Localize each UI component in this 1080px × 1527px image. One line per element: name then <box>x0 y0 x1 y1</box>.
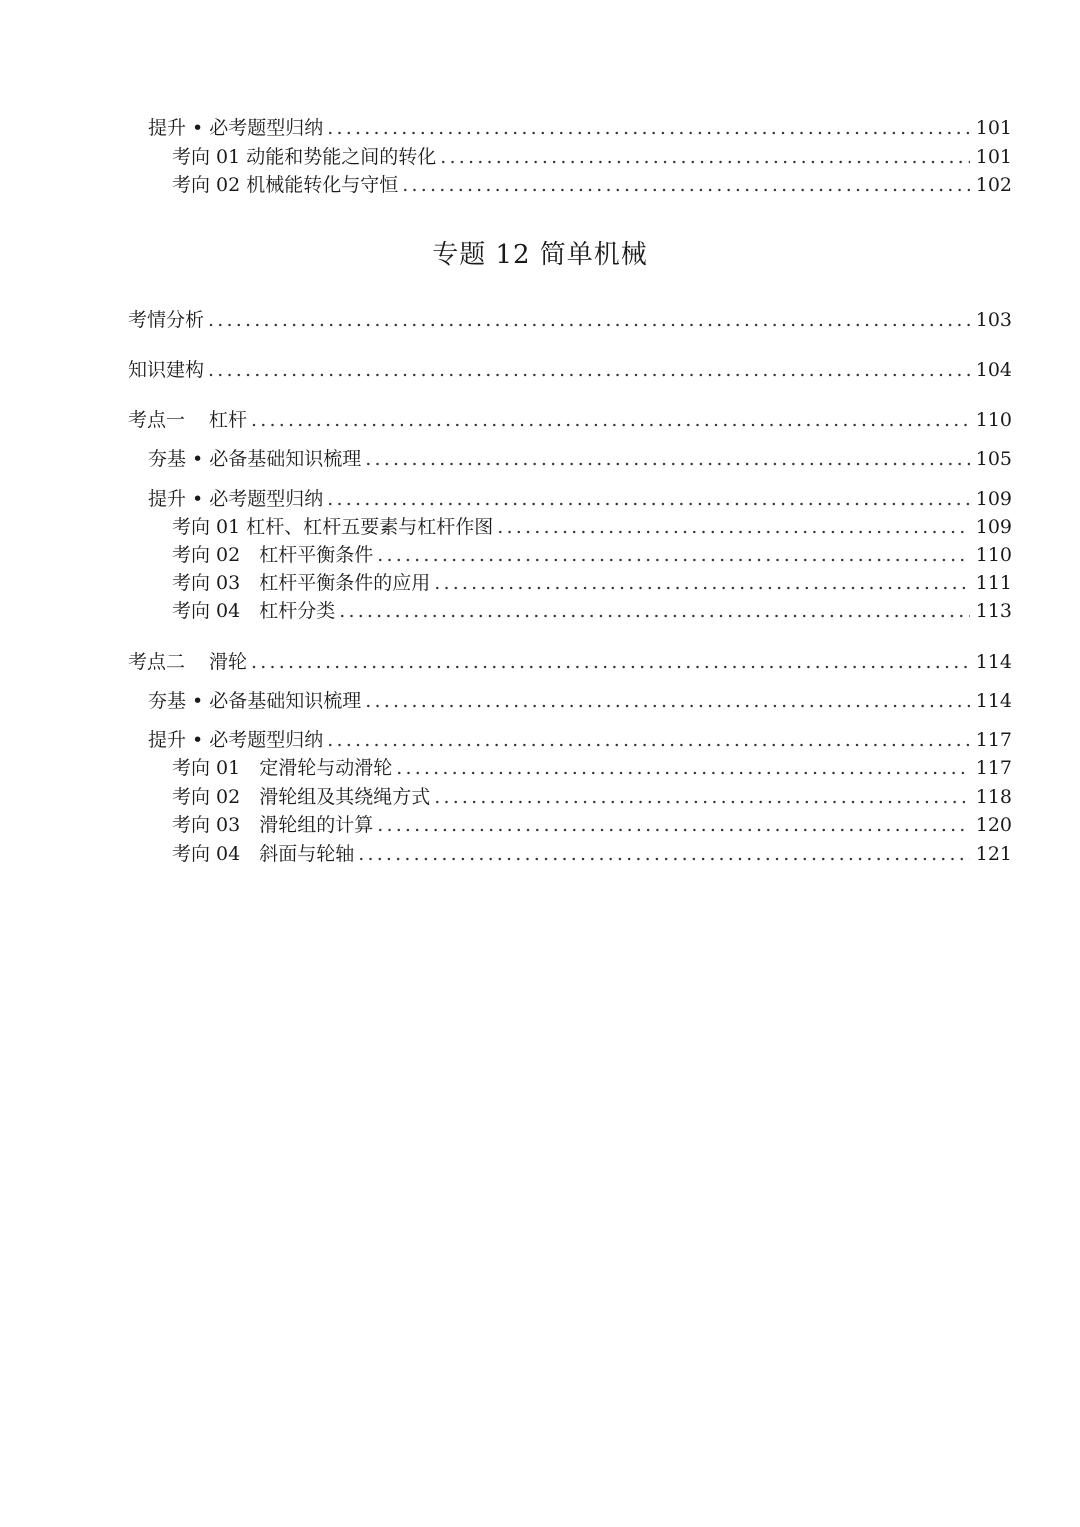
toc-dot-leader <box>434 570 970 596</box>
toc-entry[interactable] <box>128 357 1012 383</box>
toc-dot-leader <box>440 144 969 170</box>
toc-dot-leader <box>208 307 970 333</box>
toc-entry-label: 考向 01 动能和势能之间的转化 <box>172 146 437 168</box>
toc-entry-label: 考向 02 滑轮组及其绕绳方式 <box>172 786 431 808</box>
kaodian-name: 杠杆 <box>209 409 248 431</box>
toc-page-number: 110 <box>975 544 1012 566</box>
toc-dot-leader <box>339 598 970 624</box>
toc-entry-label: 考向 01 定滑轮与动滑轮 <box>172 757 393 779</box>
toc-dot-leader <box>327 486 969 512</box>
toc-page-number: 113 <box>975 600 1012 622</box>
toc-page-number: 120 <box>975 814 1012 836</box>
toc-dot-leader <box>434 784 970 810</box>
section-title: 专题 12 简单机械 <box>432 240 648 270</box>
toc-entry[interactable] <box>172 784 1012 810</box>
toc-entry[interactable] <box>148 727 1012 753</box>
toc-entry[interactable] <box>172 514 1012 540</box>
toc-entry-label: 考向 02 机械能转化与守恒 <box>172 174 399 196</box>
toc-entry-label: 知识建构 <box>128 359 205 381</box>
toc-entry-label <box>128 649 247 675</box>
toc-entry-label: 夯基 • 必备基础知识梳理 <box>148 448 362 470</box>
kaodian-name: 滑轮 <box>209 651 248 673</box>
toc-page-number: 109 <box>975 488 1012 510</box>
toc-page-number: 114 <box>975 690 1012 712</box>
toc-dot-leader <box>327 727 969 753</box>
toc-page-number: 109 <box>975 516 1012 538</box>
toc-entry-label: 考向 02 杠杆平衡条件 <box>172 544 374 566</box>
toc-entry-label: 提升 • 必考题型归纳 <box>148 729 324 751</box>
toc-entry-kaodian[interactable] <box>128 407 1012 433</box>
toc-entry-label: 考向 04 斜面与轮轴 <box>172 843 355 865</box>
kaodian-number: 考点一 <box>128 409 186 431</box>
toc-page-number: 102 <box>975 174 1012 196</box>
toc-page-number: 117 <box>975 729 1012 751</box>
toc-page-number: 114 <box>975 651 1012 673</box>
toc-dot-leader <box>497 514 969 540</box>
toc-entry-label: 考向 01 杠杆、杠杆五要素与杠杆作图 <box>172 516 494 538</box>
toc-page-number: 110 <box>975 409 1012 431</box>
toc-entry[interactable] <box>172 841 1012 867</box>
toc-entry-label: 提升 • 必考题型归纳 <box>148 488 324 510</box>
toc-dot-leader <box>251 649 970 675</box>
toc-entry[interactable] <box>172 172 1012 198</box>
toc-entry[interactable] <box>148 115 1012 141</box>
toc-entry[interactable] <box>172 598 1012 624</box>
toc-entry-kaodian[interactable] <box>128 649 1012 675</box>
toc-entry[interactable] <box>148 446 1012 472</box>
toc-dot-leader <box>365 688 969 714</box>
toc-entry[interactable] <box>172 570 1012 596</box>
toc-entry[interactable] <box>172 144 1012 170</box>
toc-dot-leader <box>402 172 969 198</box>
toc-page-number: 104 <box>975 359 1012 381</box>
toc-entry[interactable] <box>172 755 1012 781</box>
toc-page-number: 121 <box>975 843 1012 865</box>
toc-entry[interactable] <box>148 486 1012 512</box>
toc-entry-label: 考向 03 杠杆平衡条件的应用 <box>172 572 431 594</box>
toc-entry[interactable] <box>148 688 1012 714</box>
toc-entry-label <box>128 407 247 433</box>
toc-page-number: 117 <box>975 757 1012 779</box>
toc-dot-leader <box>358 841 970 867</box>
toc-dot-leader <box>365 446 969 472</box>
toc-entry-label: 考向 03 滑轮组的计算 <box>172 814 374 836</box>
toc-dot-leader <box>377 542 970 568</box>
toc-entry-label: 考向 04 杠杆分类 <box>172 600 336 622</box>
toc-dot-leader <box>251 407 970 433</box>
kaodian-number: 考点二 <box>128 651 186 673</box>
toc-entry-label: 提升 • 必考题型归纳 <box>148 117 324 139</box>
toc-page-number: 101 <box>975 146 1012 168</box>
toc-page-number: 103 <box>975 309 1012 331</box>
toc-page-number: 111 <box>975 572 1012 594</box>
toc-dot-leader <box>327 115 969 141</box>
toc-dot-leader <box>208 357 970 383</box>
toc-page-number: 105 <box>975 448 1012 470</box>
toc-page-number: 101 <box>975 117 1012 139</box>
toc-entry[interactable] <box>172 542 1012 568</box>
toc-entry-label: 夯基 • 必备基础知识梳理 <box>148 690 362 712</box>
toc-entry[interactable] <box>128 307 1012 333</box>
toc-page-number: 118 <box>975 786 1012 808</box>
toc-entry[interactable] <box>172 812 1012 838</box>
toc-dot-leader <box>396 755 970 781</box>
toc-dot-leader <box>377 812 970 838</box>
toc-entry-label: 考情分析 <box>128 309 205 331</box>
